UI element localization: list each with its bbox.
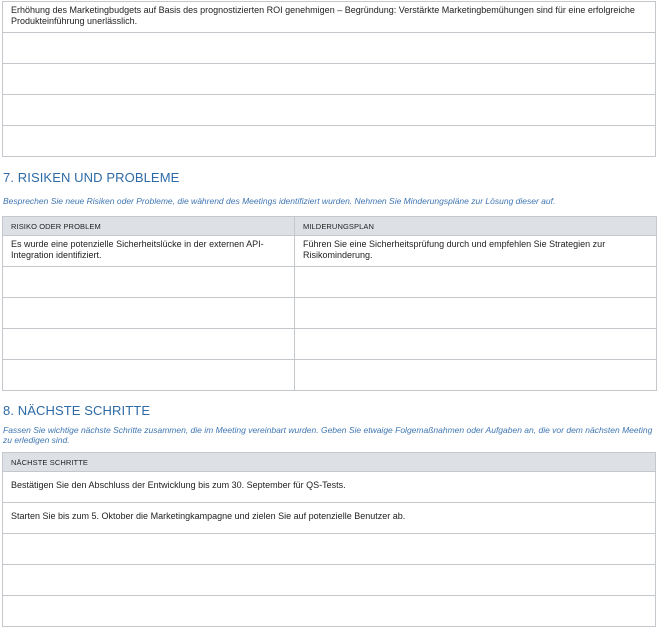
mitigation-text: Führen Sie eine Sicherheitsprüfung durch und empfehlen Sie Strategien zur Risikominderung.	[303, 239, 606, 260]
table-row	[3, 472, 656, 503]
table-row	[3, 236, 657, 267]
table-cell[interactable]	[295, 329, 657, 360]
table-cell[interactable]	[3, 95, 656, 126]
section-instruction-risks: Besprechen Sie neue Risiken oder Probleme, die während des Meetings identifiziert wurden. Nehmen Sie Minderungspläne zur Lösung dieser auf.	[3, 196, 556, 206]
table-cell[interactable]	[3, 596, 656, 627]
risk-text: Es wurde eine potenzielle Sicherheitslücke in der externen API-Integration identifiziert.	[11, 239, 264, 260]
table-cell[interactable]	[3, 534, 656, 565]
risks-table	[2, 216, 657, 391]
table-cell[interactable]	[3, 2, 656, 33]
table-row	[3, 267, 657, 298]
column-header-next-steps: NÄCHSTE SCHRITTE	[3, 453, 656, 472]
decisions-table	[2, 1, 656, 157]
table-row	[3, 126, 656, 157]
section-heading-next-steps: 8. NÄCHSTE SCHRITTE	[3, 403, 151, 418]
next-step-text: Starten Sie bis zum 5. Oktober die Marketingkampagne und zielen Sie auf potenzielle Benutzer ab.	[11, 511, 406, 521]
table-row	[3, 33, 656, 64]
table-row	[3, 596, 656, 627]
next-steps-table	[2, 452, 656, 627]
table-cell[interactable]	[3, 64, 656, 95]
table-row	[3, 95, 656, 126]
table-cell[interactable]	[295, 236, 657, 267]
table-cell[interactable]	[295, 298, 657, 329]
table-cell[interactable]	[3, 565, 656, 596]
table-cell[interactable]	[3, 503, 656, 534]
table-cell[interactable]	[295, 267, 657, 298]
table-row	[3, 503, 656, 534]
next-step-text: Bestätigen Sie den Abschluss der Entwicklung bis zum 30. September für QS-Tests.	[11, 480, 346, 490]
table-cell[interactable]	[3, 33, 656, 64]
table-cell[interactable]	[3, 360, 295, 391]
table-row	[3, 298, 657, 329]
column-header-mitigation: MILDERUNGSPLAN	[295, 217, 657, 236]
section-instruction-next-steps: Fassen Sie wichtige nächste Schritte zusammen, die im Meeting vereinbart wurden. Geben Sie etwaige Folgemaßnahmen oder Aufgaben an, die vor dem nächsten Meeting zu erledigen sind.	[3, 425, 653, 445]
table-cell[interactable]	[3, 298, 295, 329]
table-row	[3, 360, 657, 391]
table-header-row	[3, 453, 656, 472]
table-cell[interactable]	[3, 472, 656, 503]
table-header-row	[3, 217, 657, 236]
table-cell[interactable]	[295, 360, 657, 391]
table-cell[interactable]	[3, 236, 295, 267]
column-header-risk: RISIKO ODER PROBLEM	[3, 217, 295, 236]
decision-text: Erhöhung des Marketingbudgets auf Basis des prognostizierten ROI genehmigen – Begründung: Verstärkte Marketingbemühungen sind für eine erfolgreiche Produkteinführung unerlässlich.	[11, 5, 635, 26]
table-cell[interactable]	[3, 329, 295, 360]
table-row	[3, 2, 656, 33]
table-row	[3, 534, 656, 565]
table-cell[interactable]	[3, 267, 295, 298]
table-row	[3, 565, 656, 596]
table-row	[3, 329, 657, 360]
table-cell[interactable]	[3, 126, 656, 157]
table-row	[3, 64, 656, 95]
section-heading-risks: 7. RISIKEN UND PROBLEME	[3, 170, 180, 185]
